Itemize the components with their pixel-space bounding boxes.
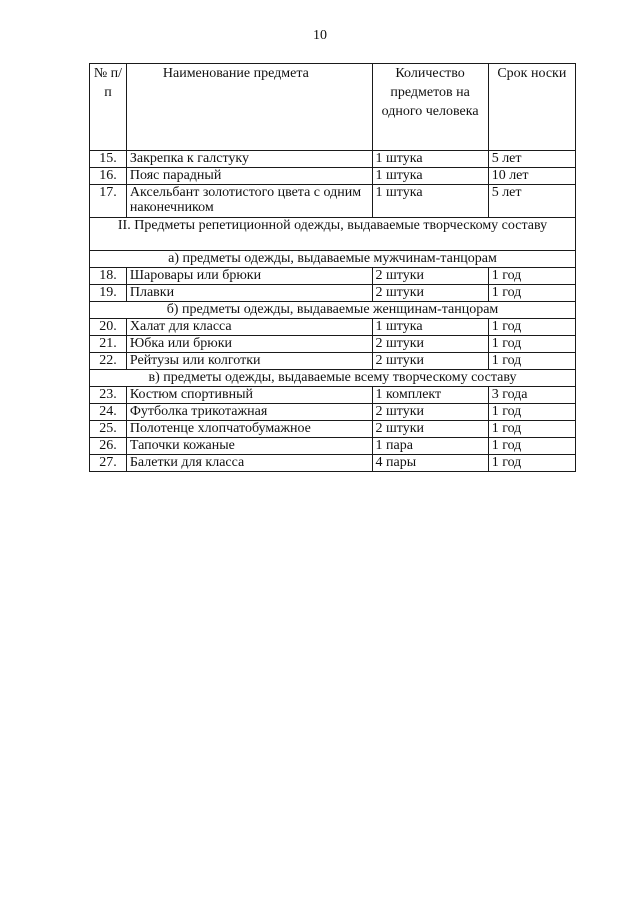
row-quantity: 2 штуки	[372, 404, 488, 421]
row-quantity: 2 штуки	[372, 336, 488, 353]
row-num: 15.	[90, 151, 127, 168]
table-row	[90, 268, 576, 285]
table-row	[90, 353, 576, 370]
row-name: Шаровары или брюки	[126, 268, 372, 285]
table-row	[90, 285, 576, 302]
row-quantity: 1 штука	[372, 151, 488, 168]
table-row	[90, 151, 576, 168]
row-name: Юбка или брюки	[126, 336, 372, 353]
row-term: 1 год	[488, 404, 575, 421]
table-row	[90, 185, 576, 218]
row-term: 1 год	[488, 319, 575, 336]
row-quantity: 1 штука	[372, 168, 488, 185]
row-term: 1 год	[488, 285, 575, 302]
subsection-heading: а) предметы одежды, выдаваемые мужчинам-танцорам	[90, 251, 576, 268]
row-name: Рейтузы или колготки	[126, 353, 372, 370]
row-name: Аксельбант золотистого цвета с одним наконечником	[126, 185, 372, 218]
row-num: 19.	[90, 285, 127, 302]
row-quantity: 1 штука	[372, 185, 488, 218]
row-quantity: 1 штука	[372, 319, 488, 336]
table-row	[90, 455, 576, 472]
row-term: 1 год	[488, 353, 575, 370]
row-name: Тапочки кожаные	[126, 438, 372, 455]
subsection-heading: в) предметы одежды, выдаваемые всему творческому составу	[90, 370, 576, 387]
row-name: Костюм спортивный	[126, 387, 372, 404]
row-quantity: 2 штуки	[372, 353, 488, 370]
row-name: Закрепка к галстуку	[126, 151, 372, 168]
row-num: 27.	[90, 455, 127, 472]
row-term: 5 лет	[488, 185, 575, 218]
row-name: Балетки для класса	[126, 455, 372, 472]
row-num: 24.	[90, 404, 127, 421]
section-heading-row	[90, 218, 576, 251]
row-quantity: 4 пары	[372, 455, 488, 472]
table-row	[90, 421, 576, 438]
row-quantity: 2 штуки	[372, 285, 488, 302]
row-quantity: 2 штуки	[372, 421, 488, 438]
items-table	[89, 63, 576, 472]
header-num: № п/п	[90, 64, 127, 151]
row-name: Футболка трикотажная	[126, 404, 372, 421]
row-num: 26.	[90, 438, 127, 455]
header-term: Срок носки	[488, 64, 575, 151]
row-term: 10 лет	[488, 168, 575, 185]
table-row	[90, 336, 576, 353]
subsection-row	[90, 302, 576, 319]
row-name: Полотенце хлопчатобумажное	[126, 421, 372, 438]
row-name: Пояс парадный	[126, 168, 372, 185]
row-num: 18.	[90, 268, 127, 285]
row-term: 1 год	[488, 268, 575, 285]
table-row	[90, 404, 576, 421]
header-quantity: Количество предметов на одного человека	[372, 64, 488, 151]
row-num: 21.	[90, 336, 127, 353]
row-term: 1 год	[488, 455, 575, 472]
row-term: 3 года	[488, 387, 575, 404]
table-row	[90, 319, 576, 336]
table-header-row	[90, 64, 576, 151]
row-term: 1 год	[488, 438, 575, 455]
header-name: Наименование предмета	[126, 64, 372, 151]
row-num: 22.	[90, 353, 127, 370]
row-term: 1 год	[488, 336, 575, 353]
row-num: 17.	[90, 185, 127, 218]
row-num: 16.	[90, 168, 127, 185]
row-quantity: 2 штуки	[372, 268, 488, 285]
row-num: 20.	[90, 319, 127, 336]
subsection-heading: б) предметы одежды, выдаваемые женщинам-танцорам	[90, 302, 576, 319]
row-name: Плавки	[126, 285, 372, 302]
subsection-row	[90, 251, 576, 268]
table-row	[90, 168, 576, 185]
subsection-row	[90, 370, 576, 387]
row-quantity: 1 комплект	[372, 387, 488, 404]
page-number: 10	[313, 28, 327, 43]
row-term: 5 лет	[488, 151, 575, 168]
row-term: 1 год	[488, 421, 575, 438]
table-row	[90, 387, 576, 404]
row-num: 23.	[90, 387, 127, 404]
row-quantity: 1 пара	[372, 438, 488, 455]
table-row	[90, 438, 576, 455]
row-name: Халат для класса	[126, 319, 372, 336]
section-heading: II. Предметы репетиционной одежды, выдаваемые творческому составу	[90, 218, 576, 251]
row-num: 25.	[90, 421, 127, 438]
